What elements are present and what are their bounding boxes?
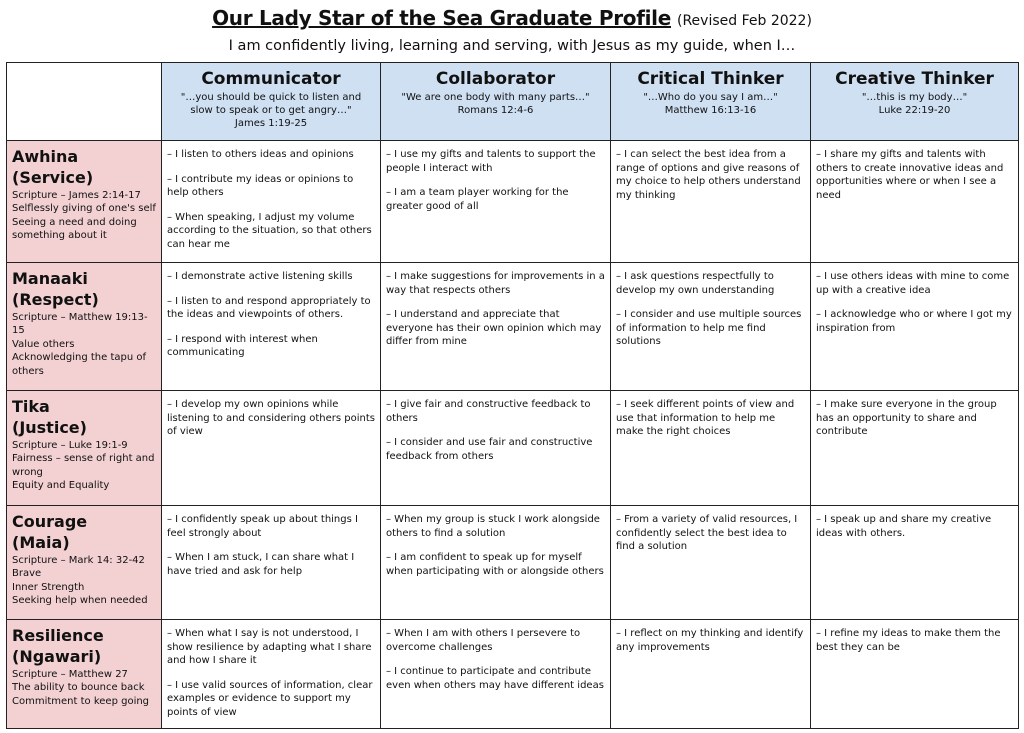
column-header-critical-thinker xyxy=(611,63,811,141)
document-title: Our Lady Star of the Sea Graduate Profile xyxy=(212,6,671,30)
cell-item: – I respond with interest when communicating xyxy=(167,333,318,358)
row-subtitle: (Service) xyxy=(12,167,94,187)
row-title: Resilience xyxy=(12,626,104,645)
table-row xyxy=(7,141,1019,263)
row-header-resilience xyxy=(7,620,162,729)
row-note: Scripture – Mark 14: 32-42 xyxy=(12,554,145,566)
column-title: Critical Thinker xyxy=(637,69,784,89)
cell-item: – When I am with others I persevere to overcome challenges xyxy=(386,628,581,653)
row-subtitle: (Respect) xyxy=(12,289,99,309)
row-note: Fairness – sense of right and wrong xyxy=(12,453,155,478)
table-cell xyxy=(611,391,811,506)
column-reference: Romans 12:4-6 xyxy=(457,105,534,116)
row-note: Scripture – Luke 19:1-9 xyxy=(12,439,128,451)
row-note: Scripture – James 2:14-17 xyxy=(12,189,141,201)
table-cell xyxy=(811,620,1019,729)
cell-item: – I make sure everyone in the group has an opportunity to share and contribute xyxy=(816,399,997,437)
cell-item: – When my group is stuck I work alongside others to find a solution xyxy=(386,514,600,539)
table-cell xyxy=(381,263,611,391)
cell-item: – I can select the best idea from a range of options and give reasons of my choice to help others understand my thinking xyxy=(616,149,801,201)
cell-item: – I use valid sources of information, clear examples or evidence to support my points of view xyxy=(167,679,373,718)
column-header-creative-thinker xyxy=(811,63,1019,141)
table-cell xyxy=(811,263,1019,391)
row-header-courage xyxy=(7,506,162,620)
row-note: Seeing a need and doing something about it xyxy=(12,216,137,242)
row-note: The ability to bounce back xyxy=(12,682,145,694)
row-title: Tika xyxy=(12,397,50,416)
table-cell xyxy=(811,506,1019,620)
column-quote: "We are one body with many parts…" xyxy=(401,92,590,103)
table-cell xyxy=(381,620,611,729)
header-row xyxy=(7,63,1019,141)
row-note: Scripture – Matthew 27 xyxy=(12,668,128,680)
cell-item: – I demonstrate active listening skills xyxy=(167,271,353,282)
row-header-manaaki xyxy=(7,263,162,391)
table-cell xyxy=(611,506,811,620)
cell-item: – I refine my ideas to make them the best they can be xyxy=(816,628,1001,653)
row-note: Acknowledging the tapu of others xyxy=(12,352,146,377)
cell-item: – I reflect on my thinking and identify any improvements xyxy=(616,628,804,653)
row-subtitle: (Justice) xyxy=(12,417,87,437)
row-note: Selflessly giving of one's self xyxy=(12,203,156,215)
row-header-awhina xyxy=(7,141,162,263)
revised-date: (Revised Feb 2022) xyxy=(677,13,812,29)
row-note: Equity and Equality xyxy=(12,480,110,492)
table-cell xyxy=(381,141,611,263)
row-note: Scripture – Matthew 19:13-15 xyxy=(12,311,148,337)
cell-item: – I consider and use multiple sources of information to help me find solutions xyxy=(616,309,802,347)
graduate-profile-table xyxy=(6,62,1019,729)
table-cell xyxy=(162,141,381,263)
column-reference: James 1:19-25 xyxy=(234,118,308,129)
cell-item: – I contribute my ideas or opinions to help others xyxy=(167,173,354,198)
table-cell xyxy=(611,620,811,729)
cell-item: – I continue to participate and contribute even when others may have different ideas xyxy=(386,666,604,691)
column-title: Communicator xyxy=(201,69,341,89)
table-cell xyxy=(811,141,1019,263)
column-reference: Matthew 16:13-16 xyxy=(664,105,757,116)
cell-item: – I develop my own opinions while listening to and considering others points of view xyxy=(167,399,375,437)
column-title: Creative Thinker xyxy=(835,69,994,89)
row-note: Seeking help when needed xyxy=(12,595,148,607)
document-subtitle: I am confidently living, learning and serving, with Jesus as my guide, when I… xyxy=(228,38,796,54)
table-cell xyxy=(162,391,381,506)
corner-cell xyxy=(7,63,162,141)
table-cell xyxy=(162,506,381,620)
cell-item: – I acknowledge who or where I got my inspiration from xyxy=(816,309,1012,334)
column-title: Collaborator xyxy=(435,69,556,89)
document-title-block xyxy=(0,6,1024,30)
table-cell xyxy=(811,391,1019,506)
cell-item: – I use others ideas with mine to come up with a creative idea xyxy=(816,271,1010,296)
cell-item: – I understand and appreciate that everyone has their own opinion which may differ from mine xyxy=(386,309,602,347)
cell-item: – I am confident to speak up for myself when participating with or alongside others xyxy=(386,552,604,577)
column-quote: "…you should be quick to listen and slow to speak or to get angry…" xyxy=(180,92,362,116)
column-quote: "…Who do you say I am…" xyxy=(643,92,778,103)
cell-item: – When speaking, I adjust my volume according to the situation, so that others can hear me xyxy=(167,211,372,250)
cell-item: – From a variety of valid resources, I confidently select the best idea to find a solution xyxy=(616,514,798,552)
cell-item: – I give fair and constructive feedback to others xyxy=(386,399,591,424)
table-row xyxy=(7,263,1019,391)
row-note: Commitment to keep going xyxy=(12,695,150,707)
column-reference: Luke 22:19-20 xyxy=(878,105,951,116)
table-cell xyxy=(381,506,611,620)
row-subtitle: (Maia) xyxy=(12,532,70,552)
row-title: Manaaki xyxy=(12,269,88,288)
table-cell xyxy=(611,263,811,391)
cell-item: – I listen to others ideas and opinions xyxy=(167,149,354,160)
table-row xyxy=(7,391,1019,506)
row-title: Courage xyxy=(12,512,88,531)
row-subtitle: (Ngawari) xyxy=(12,646,102,666)
table-cell xyxy=(381,391,611,506)
cell-item: – I listen to and respond appropriately to the ideas and viewpoints of others. xyxy=(167,295,371,320)
cell-item: – When what I say is not understood, I show resilience by adapting what I share and how I share it xyxy=(167,628,372,666)
cell-item: – I am a team player working for the greater good of all xyxy=(386,187,569,212)
cell-item: – I use my gifts and talents to support the people I interact with xyxy=(386,149,596,174)
column-header-communicator xyxy=(162,63,381,141)
cell-item: – I make suggestions for improvements in a way that respects others xyxy=(386,271,605,296)
cell-item: – I ask questions respectfully to develop my own understanding xyxy=(616,271,775,296)
cell-item: – I speak up and share my creative ideas with others. xyxy=(816,514,992,539)
row-note: Brave xyxy=(12,568,42,580)
row-note: Value others xyxy=(12,338,75,350)
column-quote: "…this is my body…" xyxy=(861,92,968,103)
table-row xyxy=(7,506,1019,620)
table-cell xyxy=(162,263,381,391)
cell-item: – I consider and use fair and constructive feedback from others xyxy=(386,437,593,462)
column-header-collaborator xyxy=(381,63,611,141)
cell-item: – I seek different points of view and use that information to help me make the right choices xyxy=(616,399,795,437)
row-note: Inner Strength xyxy=(12,581,85,593)
table-cell xyxy=(162,620,381,729)
table-cell xyxy=(611,141,811,263)
row-header-tika xyxy=(7,391,162,506)
table-row xyxy=(7,620,1019,729)
cell-item: – I confidently speak up about things I feel strongly about xyxy=(167,514,358,539)
cell-item: – When I am stuck, I can share what I have tried and ask for help xyxy=(167,552,355,577)
row-title: Awhina xyxy=(12,147,79,166)
cell-item: – I share my gifts and talents with others to create innovative ideas and opportunities where or when I see a need xyxy=(816,149,1004,201)
